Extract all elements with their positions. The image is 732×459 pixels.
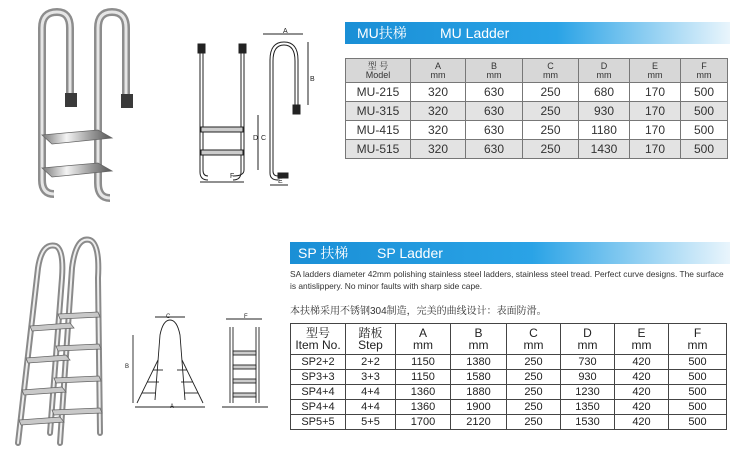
cell: 1900	[451, 400, 507, 415]
cell: 170	[630, 140, 681, 159]
cell: 500	[669, 400, 727, 415]
mu-dim-a: A	[283, 28, 288, 35]
cell: 320	[411, 140, 466, 159]
sp-en-title: SP Ladder	[377, 245, 443, 261]
sp-dim-c: C	[166, 314, 171, 320]
cell: 730	[561, 355, 615, 370]
cell: 420	[615, 370, 669, 385]
cell: 320	[411, 121, 466, 140]
cell: 630	[466, 83, 523, 102]
sp-spec-table	[290, 323, 727, 430]
cell: 320	[411, 83, 466, 102]
mu-front-f-label: F	[230, 173, 235, 180]
cell: 250	[523, 121, 579, 140]
cell: 2+2	[346, 355, 396, 370]
mu-col-c: C mm	[523, 59, 579, 83]
cell: 500	[669, 355, 727, 370]
mu-dim-c: C	[261, 135, 267, 142]
cell: SP4+4	[291, 400, 346, 415]
sp-dim-b: B	[125, 364, 130, 370]
cell: 630	[466, 121, 523, 140]
cell: 250	[507, 400, 561, 415]
cell: 1150	[396, 370, 451, 385]
cell: 500	[681, 83, 728, 102]
sp-dim-a: A	[170, 404, 175, 410]
cell: 930	[579, 102, 630, 121]
cell: SP4+4	[291, 385, 346, 400]
cell: 630	[466, 140, 523, 159]
cell: 1360	[396, 400, 451, 415]
cell: 500	[681, 121, 728, 140]
sp-col-b: B mm	[451, 324, 507, 355]
cell: 500	[669, 415, 727, 430]
cell: 1530	[561, 415, 615, 430]
mu-title-bar	[345, 22, 730, 44]
cell: 1350	[561, 400, 615, 415]
mu-dim-d: D	[253, 135, 259, 142]
table-row	[346, 102, 728, 121]
cell: 420	[615, 415, 669, 430]
cell: 630	[466, 102, 523, 121]
mu-spec-table	[345, 58, 728, 159]
mu-dim-b: B	[310, 76, 315, 83]
table-row	[291, 355, 727, 370]
cell: 680	[579, 83, 630, 102]
mu-cn-title: MU扶梯	[357, 25, 407, 41]
sp-dim-f: F	[244, 314, 248, 320]
cell: 250	[523, 83, 579, 102]
sp-ladder-photo	[0, 228, 120, 458]
mu-col-model: 型 号 Model	[346, 59, 411, 83]
mu-col-f: F mm	[681, 59, 728, 83]
cell: 500	[669, 370, 727, 385]
cell: 250	[523, 102, 579, 121]
cell: 170	[630, 83, 681, 102]
cell: 1580	[451, 370, 507, 385]
cell: 1360	[396, 385, 451, 400]
cell: 1230	[561, 385, 615, 400]
cell: 420	[615, 400, 669, 415]
cell: MU-415	[346, 121, 411, 140]
cell: 4+4	[346, 385, 396, 400]
cell: 1150	[396, 355, 451, 370]
cell: MU-515	[346, 140, 411, 159]
mu-col-d: D mm	[579, 59, 630, 83]
cell: 250	[507, 385, 561, 400]
cell: SP2+2	[291, 355, 346, 370]
sp-col-e: E mm	[615, 324, 669, 355]
sp-col-step: 踏板 Step	[346, 324, 396, 355]
table-row	[346, 140, 728, 159]
cell: 1430	[579, 140, 630, 159]
mu-dim-e: E	[278, 178, 283, 185]
sp-col-c: C mm	[507, 324, 561, 355]
cell: 320	[411, 102, 466, 121]
cell: MU-215	[346, 83, 411, 102]
cell: 250	[523, 140, 579, 159]
cell: 2120	[451, 415, 507, 430]
cell: 170	[630, 121, 681, 140]
sp-cn-title: SP 扶梯	[298, 245, 349, 261]
table-row	[291, 415, 727, 430]
cell: 1880	[451, 385, 507, 400]
mu-col-a: A mm	[411, 59, 466, 83]
sp-title-bar	[290, 242, 730, 264]
cell: 170	[630, 102, 681, 121]
mu-ladder-photo	[20, 8, 140, 208]
mu-col-b: B mm	[466, 59, 523, 83]
cell: 420	[615, 385, 669, 400]
table-row	[346, 83, 728, 102]
sp-col-d: D mm	[561, 324, 615, 355]
table-row	[346, 121, 728, 140]
sp-col-item: 型号 Item No.	[291, 324, 346, 355]
table-row	[291, 385, 727, 400]
cell: 250	[507, 415, 561, 430]
sp-col-a: A mm	[396, 324, 451, 355]
cell: 930	[561, 370, 615, 385]
cell: SP5+5	[291, 415, 346, 430]
cell: 4+4	[346, 400, 396, 415]
cell: 1380	[451, 355, 507, 370]
cell: 500	[681, 102, 728, 121]
cell: MU-315	[346, 102, 411, 121]
cell: 420	[615, 355, 669, 370]
table-row	[291, 400, 727, 415]
table-row	[291, 370, 727, 385]
sp-cn-description: 本扶梯采用不锈钢304制造，完美的曲线设计：表面防滑。	[290, 306, 547, 317]
cell: 250	[507, 355, 561, 370]
mu-col-e: E mm	[630, 59, 681, 83]
sp-description: SA ladders diameter 42mm polishing stainless steel ladders, stainless steel tread. Perfect curve designs. The surface is antislippery. No minor faults with sharp side cape.	[290, 269, 724, 291]
cell: 1180	[579, 121, 630, 140]
cell: 3+3	[346, 370, 396, 385]
mu-en-title: MU Ladder	[440, 25, 510, 41]
mu-side-diagram	[248, 30, 323, 200]
sp-front-diagram	[218, 315, 273, 415]
cell: 1700	[396, 415, 451, 430]
sp-col-f: F mm	[669, 324, 727, 355]
sp-side-diagram	[125, 315, 215, 415]
cell: 500	[669, 385, 727, 400]
cell: 500	[681, 140, 728, 159]
cell: SP3+3	[291, 370, 346, 385]
cell: 250	[507, 370, 561, 385]
cell: 5+5	[346, 415, 396, 430]
